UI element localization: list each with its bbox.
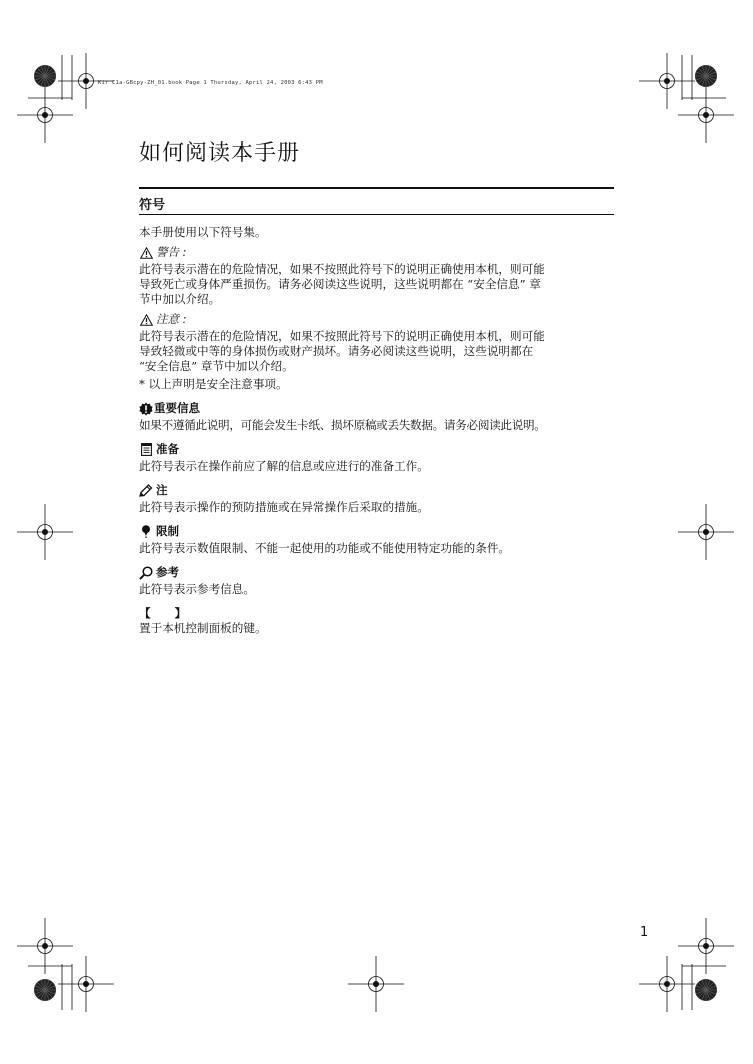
warning-triangle-icon (139, 313, 153, 327)
reference-label: 参考 (156, 565, 179, 579)
caution-line-1: 此符号表示潜在的危险情况，如果不按照此符号下的说明正确使用本机，则可能 (139, 329, 545, 343)
note-label: 注 (156, 483, 168, 497)
preparation-label: 准备 (156, 442, 179, 456)
key-brackets (139, 606, 614, 621)
memo-icon (139, 443, 153, 457)
limitation-text: 此符号表示数值限制、不能一起使用的功能或不能使用特定功能的条件。 (139, 541, 511, 555)
key-bracket-open: 【 (139, 606, 151, 620)
important-label: 重要信息 (154, 401, 200, 415)
caution-line-2: 导致轻微或中等的身体损伤或财产损坏。请务必阅读这些说明，这些说明都在 (139, 344, 534, 358)
key-bracket-close: 】 (174, 606, 187, 620)
limitation-label-row (139, 524, 614, 539)
warning-line-2: 导致死亡或身体严重损伤。请务必阅读这些说明，这些说明都在 “安全信息” 章 (139, 277, 541, 291)
section-rule-bottom (139, 214, 614, 215)
pencil-icon (139, 484, 153, 498)
safety-footnote: * 以上声明是安全注意事项。 (139, 377, 288, 391)
intro-text: 本手册使用以下符号集。 (139, 225, 267, 239)
limitation-label: 限制 (156, 524, 179, 538)
warning-line-1: 此符号表示潜在的危险情况，如果不按照此符号下的说明正确使用本机，则可能 (139, 262, 545, 276)
section-heading: 符号 (139, 198, 166, 213)
magnifier-icon (139, 566, 153, 580)
keys-text: 置于本机控制面板的键。 (139, 621, 267, 635)
page-title: 如何阅读本手册 (139, 141, 301, 166)
preparation-label-row (139, 442, 614, 457)
note-label-row (139, 483, 614, 498)
preparation-text: 此符号表示在操作前应了解的信息或应进行的准备工作。 (139, 459, 429, 473)
important-label-row (139, 401, 614, 416)
section-rule-top (139, 187, 614, 189)
warning-triangle-icon (139, 246, 153, 260)
caution-label-row (139, 312, 614, 327)
page-number: 1 (640, 925, 649, 940)
reference-label-row (139, 565, 614, 580)
caution-label: 注意 : (156, 312, 187, 326)
important-icon (139, 402, 153, 416)
book-info-header: Kir C1a-GBcpy-ZH_01.book Page 1 Thursday, April 24, 2003 6:43 PM (98, 80, 323, 86)
symbols-content (139, 225, 614, 636)
warning-label: 警告 : (156, 245, 187, 259)
important-text: 如果不遵循此说明，可能会发生卡纸、损坏原稿或丢失数据。请务必阅读此说明。 (139, 418, 546, 432)
warning-label-row (139, 245, 614, 260)
pin-icon (139, 525, 153, 539)
caution-line-3: “安全信息” 章节中加以介绍。 (139, 359, 294, 373)
reference-text: 此符号表示参考信息。 (139, 582, 255, 596)
warning-line-3: 节中加以介绍。 (139, 292, 221, 306)
note-text: 此符号表示操作的预防措施或在异常操作后采取的措施。 (139, 500, 429, 514)
